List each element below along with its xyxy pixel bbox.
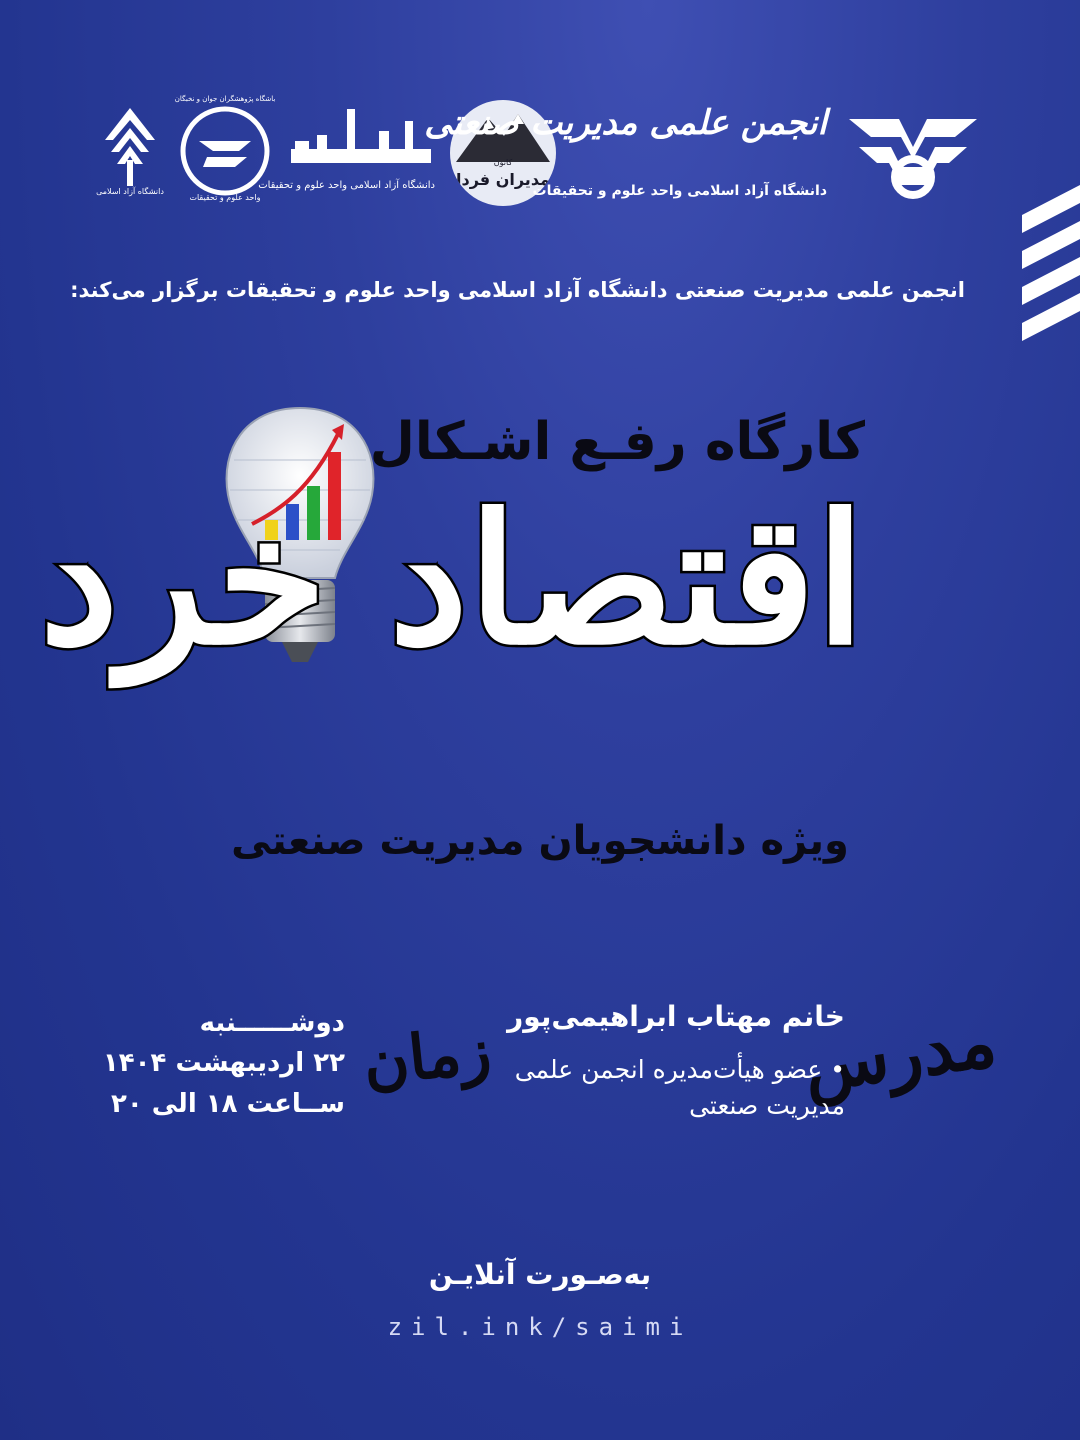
time-label: زمان	[359, 1013, 495, 1100]
chevron-decoration-icon	[1022, 185, 1080, 345]
main-title: اقتصاد خرد	[39, 475, 865, 684]
teacher-label: مدرس	[797, 999, 1002, 1109]
online-mode: به‌صـورت آنلایـن	[428, 1258, 652, 1291]
club-subcaption: واحد علوم و تحقیقات	[189, 193, 261, 202]
club-caption: باشگاه پژوهشگران جوان و نخبگان	[174, 95, 276, 103]
wings-emblem-icon	[845, 97, 981, 205]
schedule-day: دوشــــــنبه	[199, 1008, 345, 1038]
subtitle: ویژه دانشجویان مدیریت صنعتی	[231, 818, 849, 864]
modirane-small: کانون	[493, 158, 513, 167]
iau-caption: دانشگاه آزاد اسلامی	[96, 187, 164, 196]
src-skyline-icon	[287, 105, 435, 175]
anjoman-subtitle: دانشگاه آزاد اسلامی واحد علوم و تحقیقات	[532, 183, 827, 199]
src-caption: دانشگاه آزاد اسلامی واحد علوم و تحقیقات	[258, 180, 435, 191]
website-link[interactable]: zil.ink/saimi	[387, 1313, 693, 1341]
schedule	[95, 1003, 345, 1124]
teacher-description: • عضو هیأت‌مدیره انجمن علمی مدیریت صنعتی	[514, 1055, 845, 1121]
modirane-farda-text: مدیران فردا	[456, 170, 550, 189]
iau-emblem-icon	[95, 100, 165, 200]
intro-text: انجمن علمی مدیریت صنعتی دانشگاه آزاد اسلامی واحد علوم و تحقیقات برگزار می‌کند:	[70, 278, 965, 302]
anjoman-title: انجمن علمی مدیریت صنعتی	[424, 103, 827, 143]
schedule-hours: ســاعت ۱۸ الی ۲۰	[110, 1088, 345, 1119]
schedule-date: ۲۲ اردیبهشت ۱۴۰۴	[102, 1048, 345, 1079]
workshop-title: کارگاه رفـع اشـکال	[369, 412, 865, 472]
teacher-name: خانم مهتاب ابراهیمی‌پور	[507, 1000, 845, 1033]
logo-row	[95, 95, 985, 215]
